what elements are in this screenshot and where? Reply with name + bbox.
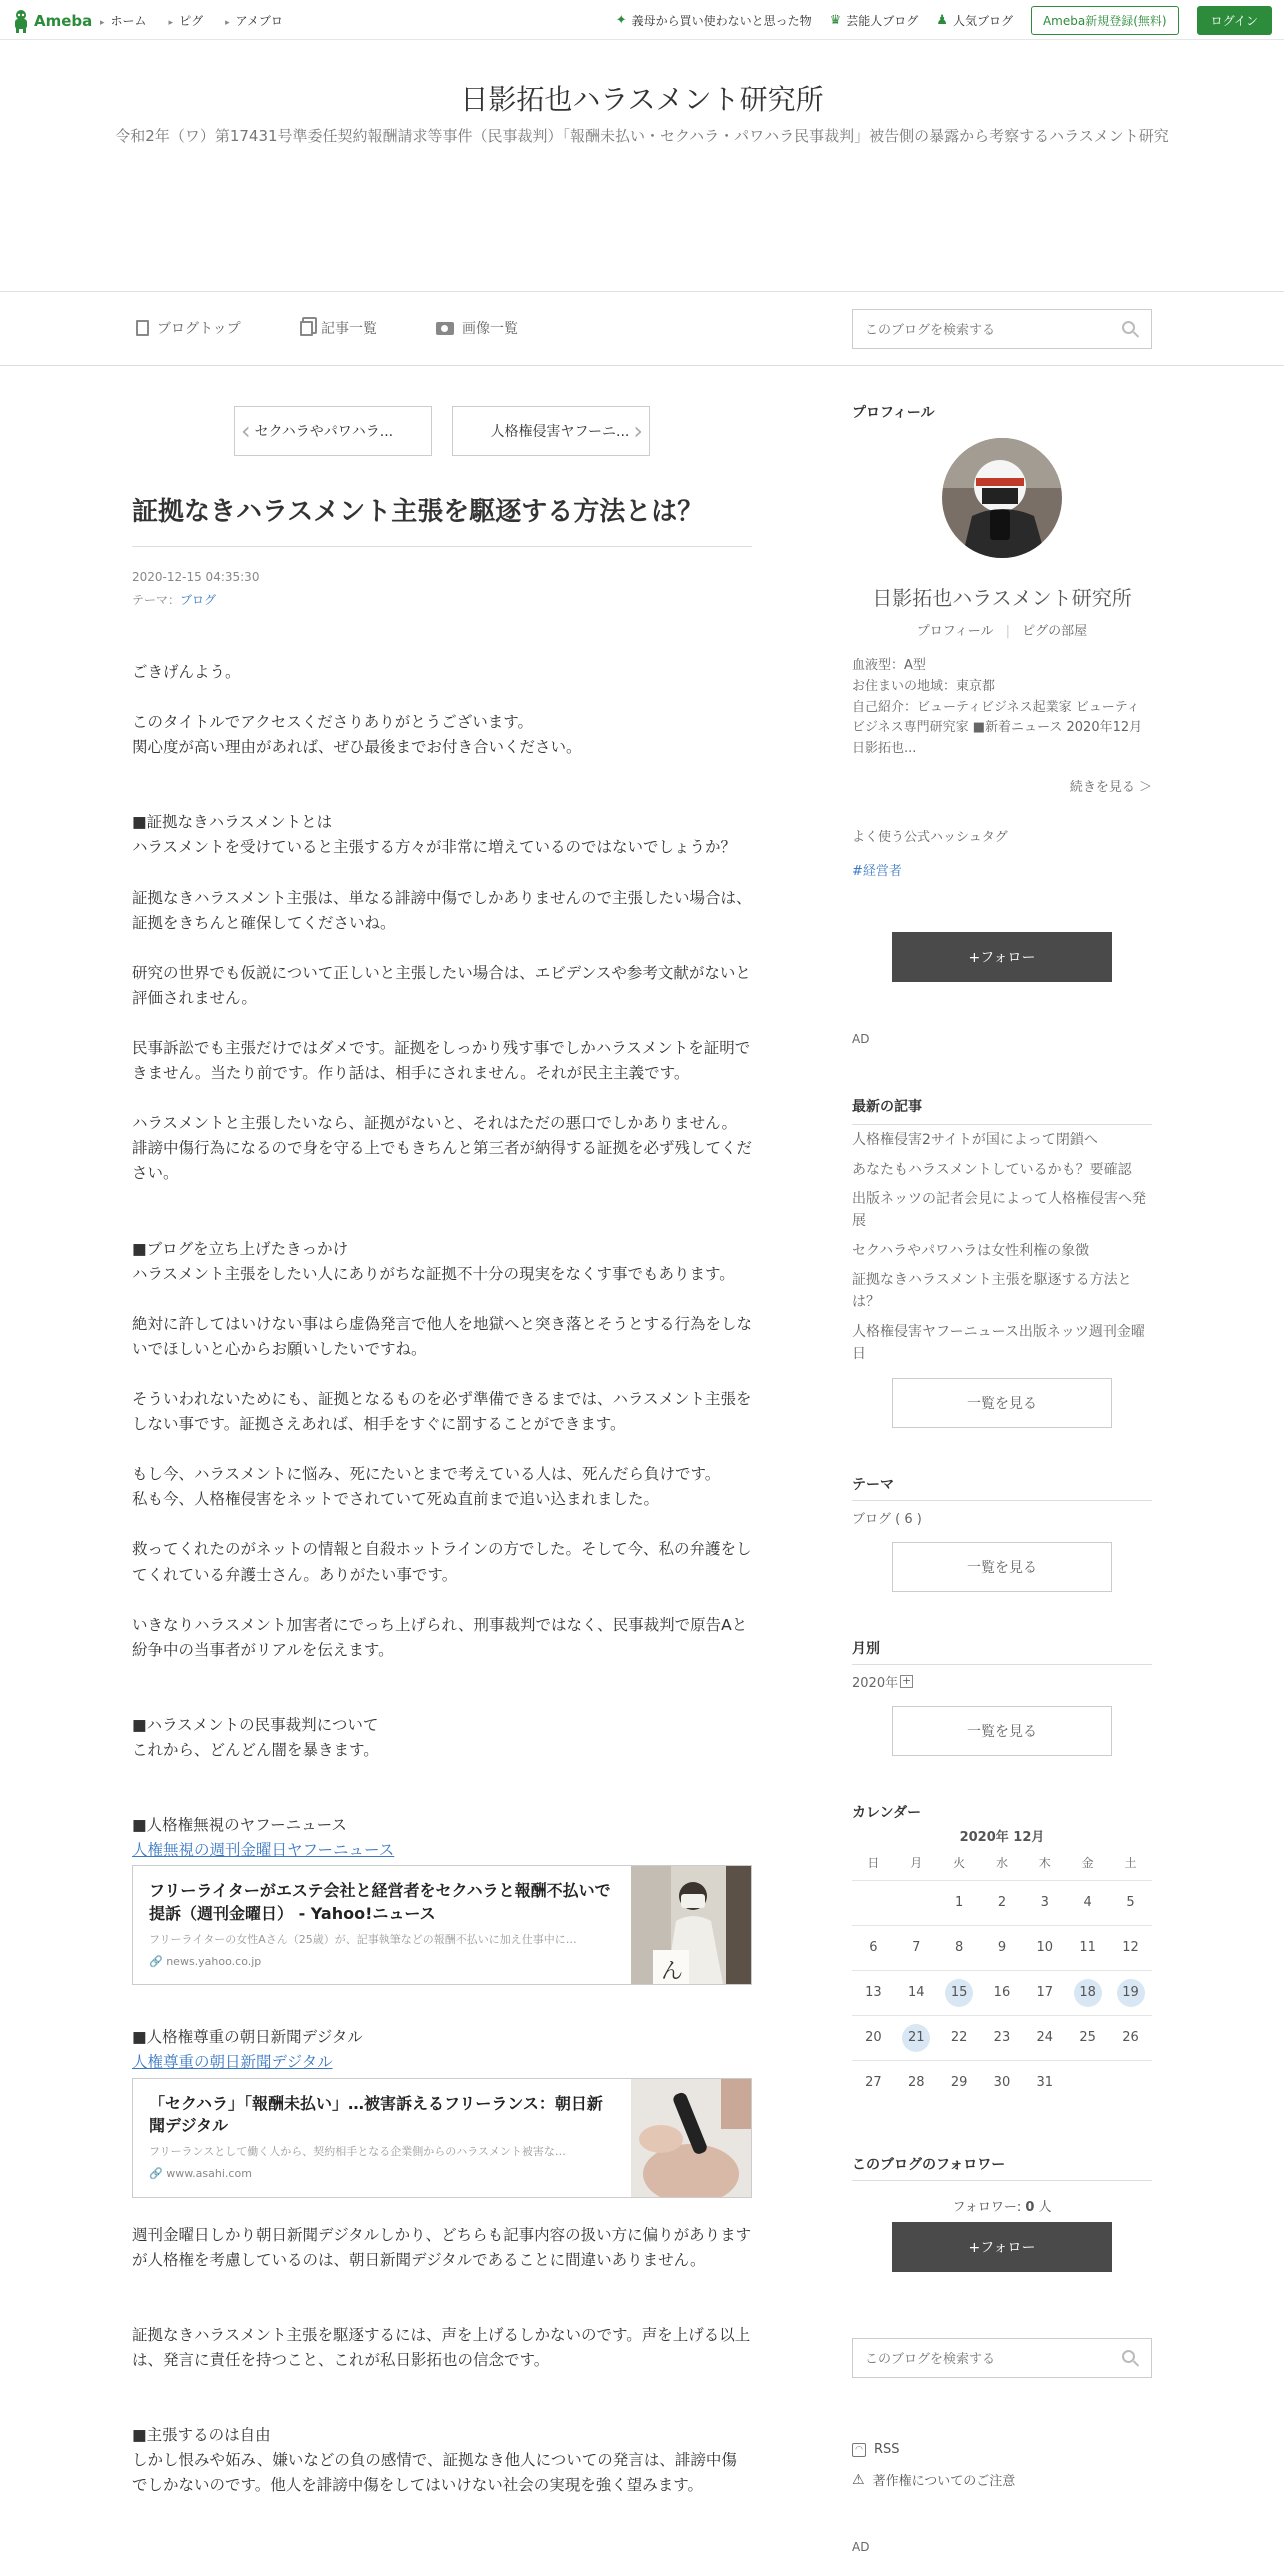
section-heading: ■人格権無視のヤフーニュース — [132, 1816, 347, 1835]
paragraph: そういわれないためにも、証拠となるものを必ず準備できるまでは、ハラスメント主張をしない事です。証拠さえあれば、相手をすぐに罰することができます。 — [132, 1389, 752, 1434]
card-source-domain: news.yahoo.co.jp — [166, 1954, 262, 1968]
ameba-wordmark: Ameba — [34, 12, 93, 30]
theme-heading: テーマ — [852, 1477, 894, 1493]
profile-name[interactable]: 日影拓也ハラスメント研究所 — [872, 586, 1132, 610]
hashtag-heading: よく使う公式ハッシュタグ — [852, 830, 1008, 845]
article-date: 2020-12-15 04:35:30 — [132, 570, 260, 584]
profile-links — [852, 620, 1152, 639]
divider: | — [1005, 624, 1011, 639]
monthly-item[interactable] — [852, 1672, 1152, 1691]
card-source — [149, 1953, 615, 1971]
calendar-day: 4 — [1066, 1880, 1109, 1925]
calendar-weekdays — [852, 1846, 1152, 1880]
search-icon[interactable] — [1122, 2350, 1135, 2363]
calendar-day[interactable] — [938, 1970, 981, 2015]
paragraph: 証拠なきハラスメント主張は、単なる誹謗中傷でしかありませんので主張したい場合は、証拠をきちんと確保してくださいね。 — [132, 888, 752, 932]
self-intro: 自己紹介：ビューティビジネス起業家 ビューティビジネス専門研究家 ■新着ニュース 2020年12月 日影拓也... — [852, 699, 1143, 757]
title-divider — [132, 546, 752, 547]
rss-icon: ◠ — [852, 2443, 866, 2457]
blog-search-input[interactable] — [853, 310, 1103, 348]
profile-heading: プロフィール — [852, 405, 935, 421]
triangle-icon: ▸ — [168, 17, 174, 28]
celebrity-blog-link[interactable] — [830, 12, 919, 29]
top-nav — [100, 0, 283, 40]
calendar-day: 9 — [981, 1925, 1024, 1970]
calendar-month: 2020年 12月 — [959, 1830, 1045, 1845]
card-description: フリーランスとして働く人から、契約相手となる企業側からのハラスメント被害な… — [149, 2145, 566, 2159]
calendar-day-with-post[interactable]: 18 — [1074, 1979, 1102, 2007]
calendar-day: 29 — [938, 2060, 981, 2105]
popular-blog-link[interactable] — [936, 12, 1013, 29]
paragraph: 救ってくれたのがネットの情報と自殺ホットラインの方でした。そして今、私の弁護をしてくれている弁護士さん。ありがたい事です。 — [132, 1540, 752, 1584]
paragraph: 絶対に許してはいけない事はら虚偽発言で他人を地獄へと突き落とそうとする行為をしないでほしいと心からお願いしたいですね。 — [132, 1314, 753, 1358]
link-icon: 🔗 — [149, 1954, 163, 1968]
featured-topic-label: 義母から買い使わないと思った物 — [631, 13, 812, 28]
follow-button-bottom[interactable]: +フォロー — [892, 2222, 1112, 2272]
sparkle-icon: ✦ — [615, 12, 627, 28]
theme-label: テーマ： — [132, 592, 181, 607]
card-title: フリーライターがエステ会社と経営者をセクハラと報酬不払いで提訴（週刊金曜日） - Yahoo!ニュース — [149, 1881, 611, 1923]
nav-ameblo-label: アメブロ — [235, 13, 283, 28]
camera-icon — [436, 322, 454, 335]
calendar-day: 17 — [1023, 1970, 1066, 2015]
latest-item[interactable]: 証拠なきハラスメント主張を駆逐する方法とは？ — [852, 1272, 1132, 1311]
latest-view-all-button[interactable]: 一覧を見る — [892, 1378, 1112, 1428]
document-icon — [136, 320, 149, 336]
followers-label: フォロワー: — [952, 2200, 1026, 2215]
image-list-label: 画像一覧 — [462, 321, 518, 337]
paragraph: しかし恨みや妬み、嫌いなどの負の感情で、証拠なき他人についての発言は、誹謗中傷でしかないのです。他人を誹謗中傷をしてはいけない社会の実現を強く望みます。 — [132, 2451, 737, 2495]
calendar-day: 1 — [938, 1880, 981, 1925]
latest-item[interactable]: 人格権侵害2サイトが国によって閉鎖へ — [852, 1132, 1098, 1148]
figure-icon: ♟ — [936, 12, 948, 28]
card-thumbnail — [631, 2079, 751, 2197]
calendar-day: 14 — [895, 1970, 938, 2015]
yahoo-link-card[interactable] — [132, 1865, 752, 1985]
paragraph: 民事訴訟でも主張だけではダメです。証拠をしっかり残す事でしかハラスメントを証明できません。当たり前です。作り話は、相手にされません。それが民主主義です。 — [132, 1038, 751, 1083]
calendar-day-with-post[interactable]: 19 — [1117, 1979, 1145, 2007]
top-right-links — [616, 0, 1272, 40]
card-source — [149, 2165, 615, 2183]
paragraph: このタイトルでアクセスくださりありがとうございます。 — [132, 713, 533, 732]
image-list-link[interactable] — [436, 318, 518, 338]
follow-button[interactable]: +フォロー — [892, 932, 1112, 982]
svg-text:ん: ん — [661, 1959, 684, 1985]
blog-search-box — [852, 309, 1152, 349]
latest-list — [852, 1130, 1152, 1365]
celebrity-blog-label: 芸能人ブログ — [846, 13, 919, 28]
sidebar-search-input[interactable] — [853, 2339, 1103, 2377]
calendar-day: 2 — [981, 1880, 1024, 1925]
followers-count — [852, 2196, 1152, 2215]
calendar-day: 8 — [938, 1925, 981, 1970]
nav-home-label: ホーム — [110, 13, 147, 28]
rss-label: RSS — [874, 2442, 900, 2457]
section-heading: ■人格権尊重の朝日新聞デジタル — [132, 2028, 363, 2047]
latest-item[interactable]: あなたもハラスメントしているかも？要確認 — [852, 1161, 1132, 1178]
monthly-year: 2020年 — [852, 1676, 899, 1691]
pigg-room-link[interactable]: ピグの部屋 — [1022, 624, 1088, 639]
paragraph: 私も今、人格権侵害をネットでされていて死ぬ直前まで追い込まれました。 — [132, 1490, 660, 1509]
calendar-day: 30 — [981, 2060, 1024, 2105]
calendar-heading: カレンダー — [852, 1805, 922, 1821]
calendar-day: 12 — [1109, 1925, 1152, 1970]
calendar-day: 16 — [981, 1970, 1024, 2015]
profile-info — [852, 656, 1152, 760]
theme-view-all-button[interactable]: 一覧を見る — [892, 1542, 1112, 1592]
latest-item[interactable]: セクハラやパワハラは女性利権の象徴 — [852, 1242, 1090, 1259]
calendar-day: 31 — [1023, 2060, 1066, 2105]
paragraph: もし今、ハラスメントに悩み、死にたいとまで考えている人は、死んだら負けです。 — [132, 1465, 721, 1484]
monthly-heading: 月別 — [852, 1641, 880, 1657]
weekday-label: 日 — [867, 1856, 880, 1871]
ad-label: AD — [852, 1032, 870, 1046]
calendar-day: 10 — [1023, 1925, 1066, 1970]
paragraph: 週刊金曜日しかり朝日新聞デジタルしかり、どちらも記事内容の扱い方に偏りがありますが人格権を考慮しているのは、朝日新聞デジタルであることに間違いありません。 — [132, 2225, 752, 2269]
paragraph: ごきげんよう。 — [132, 663, 241, 681]
triangle-icon: ▸ — [100, 17, 105, 28]
search-icon[interactable] — [1122, 321, 1135, 334]
calendar-day-with-post[interactable]: 21 — [902, 2024, 930, 2052]
calendar-day — [852, 1880, 895, 1925]
asahi-link-card[interactable] — [132, 2078, 752, 2198]
calendar-day: 28 — [895, 2060, 938, 2105]
paragraph: 研究の世界でも仮説について正しいと主張したい場合は、エビデンスや参考文献がないと評価されません。 — [132, 963, 751, 1007]
prev-article-button[interactable] — [234, 406, 432, 456]
calendar-day: 24 — [1023, 2015, 1066, 2060]
blog-top-label: ブログトップ — [157, 321, 241, 337]
calendar-day — [895, 1880, 938, 1925]
popular-blog-label: 人気ブログ — [952, 13, 1013, 28]
asahi-link[interactable]: 人権尊重の朝日新聞デジタル — [132, 2053, 333, 2072]
expand-plus-icon[interactable]: + — [901, 1674, 912, 1687]
theme-item[interactable]: ブログ ( 6 ) — [852, 1512, 922, 1527]
calendar-day: 27 — [852, 2060, 895, 2105]
calendar-day[interactable] — [895, 2015, 938, 2060]
latest-rule — [852, 1124, 1152, 1125]
paragraph: 関心度が高い理由があれば、ぜひ最後までお付き合いください。 — [132, 738, 582, 757]
calendar-grid — [852, 1846, 1152, 2105]
nav-pigg[interactable] — [169, 12, 204, 29]
calendar-day: 20 — [852, 2015, 895, 2060]
paragraph: いきなりハラスメント加害者にでっち上げられ、刑事裁判ではなく、民事裁判で原告Aと紛争中の当事者がリアルを伝えます。 — [132, 1615, 748, 1659]
article-title[interactable]: 証拠なきハラスメント主張を駆逐する方法とは？ — [132, 497, 704, 527]
next-article-button[interactable] — [452, 406, 650, 456]
ameba-mascot-icon — [12, 9, 30, 33]
calendar-day-with-post[interactable]: 15 — [945, 1979, 973, 2007]
top-bar — [0, 0, 1284, 40]
article-theme — [132, 589, 259, 612]
calendar-days — [852, 1880, 1152, 2105]
featured-topic-link[interactable] — [616, 12, 812, 29]
chevron-right-icon: › — [633, 417, 643, 445]
latest-item[interactable]: 出版ネッツの記者会見によって人格権侵害へ発展 — [852, 1191, 1146, 1230]
section-heading: ■ブログを立ち上げたきっかけ — [132, 1239, 349, 1258]
calendar-day: 25 — [1066, 2015, 1109, 2060]
calendar-day: 13 — [852, 1970, 895, 2015]
link-icon: 🔗 — [149, 2167, 163, 2181]
followers-rule — [852, 2180, 1152, 2181]
paragraph: これから、どんどん闇を暴きます。 — [132, 1740, 379, 1759]
profile-avatar[interactable] — [942, 438, 1062, 558]
calendar-day: 22 — [938, 2015, 981, 2060]
monthly-rule — [852, 1664, 1152, 1665]
pages-icon — [300, 321, 313, 336]
nav-ameblo[interactable] — [225, 12, 283, 29]
warning-icon: ⚠ — [852, 2471, 865, 2488]
calendar-day: 11 — [1066, 1925, 1109, 1970]
read-more-link[interactable]: 続きを見る ＞ — [1069, 780, 1152, 795]
blog-description: 令和2年（ワ）第17431号準委任契約報酬請求等事件（民事裁判）「報酬未払い・セクハラ・パワハラ民事裁判」被告側の暴露から考察するハラスメント研究 — [115, 127, 1169, 145]
nav-pigg-label: ピグ — [179, 13, 204, 28]
calendar-day: 23 — [981, 2015, 1024, 2060]
article-body — [132, 660, 752, 2498]
card-text — [133, 2079, 631, 2197]
calendar-day: 3 — [1023, 1880, 1066, 1925]
blood-type: 血液型：A型 — [852, 658, 926, 673]
copyright-notice-link[interactable] — [852, 2470, 1152, 2489]
prev-article-label: セクハラやパワハラ... — [254, 424, 394, 440]
paragraph: ハラスメントを受けていると主張する方々が非常に増えているのではないでしょうか？ — [132, 838, 737, 857]
card-description: フリーライターの女性Aさん（25歳）が、記事執筆などの報酬不払いに加え仕事中に… — [149, 1933, 577, 1947]
ameba-logo[interactable] — [12, 8, 92, 34]
triangle-icon: ▸ — [225, 17, 230, 28]
section-heading: ■主張するのは自由 — [132, 2425, 271, 2444]
article-list-label: 記事一覧 — [321, 321, 377, 337]
monthly-view-all-button[interactable]: 一覧を見る — [892, 1706, 1112, 1756]
residence: お住まいの地域：東京都 — [852, 678, 996, 694]
paragraph: 証拠なきハラスメント主張を駆逐するには、声を上げるしかないのです。声を上げる以上は、発言に責任を持つこと、これが私日影拓也の信念です。 — [132, 2325, 751, 2369]
calendar-day: 7 — [895, 1925, 938, 1970]
calendar-day: 26 — [1109, 2015, 1152, 2060]
section-heading: ■ハラスメントの民事裁判について — [132, 1715, 379, 1734]
weekday-label: 月 — [910, 1856, 923, 1871]
weekday-label: 水 — [995, 1856, 1008, 1871]
theme-rule — [852, 1500, 1152, 1501]
followers-unit: 人 — [1034, 2200, 1052, 2215]
copyright-label: 著作権についてのご注意 — [872, 2474, 1016, 2489]
nav-home[interactable] — [100, 12, 147, 29]
calendar-day: 6 — [852, 1925, 895, 1970]
latest-item[interactable]: 人格権侵害ヤフーニュース出版ネッツ週刊金曜日 — [852, 1323, 1145, 1362]
article-meta — [132, 566, 259, 612]
weekday-label: 木 — [1038, 1856, 1051, 1871]
card-text — [133, 1866, 631, 1984]
blog-subnav — [0, 292, 1284, 366]
theme-link[interactable]: ブログ — [180, 592, 217, 607]
calendar-day: 5 — [1109, 1880, 1152, 1925]
login-button[interactable]: ログイン — [1197, 6, 1272, 35]
weekday-label: 火 — [953, 1856, 966, 1871]
section-heading: ■証拠なきハラスメントとは — [132, 813, 333, 832]
chevron-left-icon: ‹ — [241, 417, 251, 445]
card-source-domain: www.asahi.com — [166, 2167, 252, 2181]
ad-label-bottom: AD — [852, 2540, 870, 2554]
paragraph: ハラスメントと主張したいなら、証拠がないと、それはただの悪口でしかありません。誹謗中傷行為になるので身を守る上でもきちんと第三者が納得する証拠を必ず残してください。 — [132, 1114, 753, 1183]
hashtag-link[interactable]: #経営者 — [852, 864, 902, 879]
calendar-day — [1109, 2060, 1152, 2105]
sidebar-search-box — [852, 2338, 1152, 2378]
rss-link[interactable] — [852, 2442, 1152, 2457]
article-list-link[interactable] — [300, 318, 377, 338]
paragraph: ハラスメント主張をしたい人にありがちな証拠不十分の現実をなくす事でもあります。 — [132, 1264, 735, 1283]
card-thumbnail — [631, 1866, 751, 1984]
blog-top-link[interactable] — [136, 318, 241, 338]
calendar-day[interactable] — [1109, 1970, 1152, 2015]
followers-heading: このブログのフォロワー — [852, 2157, 1006, 2173]
register-button[interactable]: Ameba新規登録(無料) — [1031, 6, 1179, 35]
yahoo-news-link[interactable]: 人権無視の週刊金曜日ヤフーニュース — [132, 1841, 395, 1860]
weekday-label: 土 — [1124, 1856, 1137, 1871]
crown-icon: ♛ — [829, 12, 842, 28]
next-article-label: 人格権侵害ヤフーニ... — [490, 424, 630, 440]
followers-number: 0 — [1025, 2200, 1035, 2215]
profile-link[interactable]: プロフィール — [916, 624, 994, 639]
latest-heading: 最新の記事 — [852, 1099, 922, 1115]
calendar-day — [1066, 2060, 1109, 2105]
card-title: 「セクハラ」「報酬未払い」…被害訴えるフリーランス：朝日新聞デジタル — [149, 2093, 603, 2135]
calendar-day[interactable] — [1066, 1970, 1109, 2015]
weekday-label: 金 — [1081, 1856, 1094, 1871]
blog-title[interactable]: 日影拓也ハラスメント研究所 — [460, 83, 824, 116]
